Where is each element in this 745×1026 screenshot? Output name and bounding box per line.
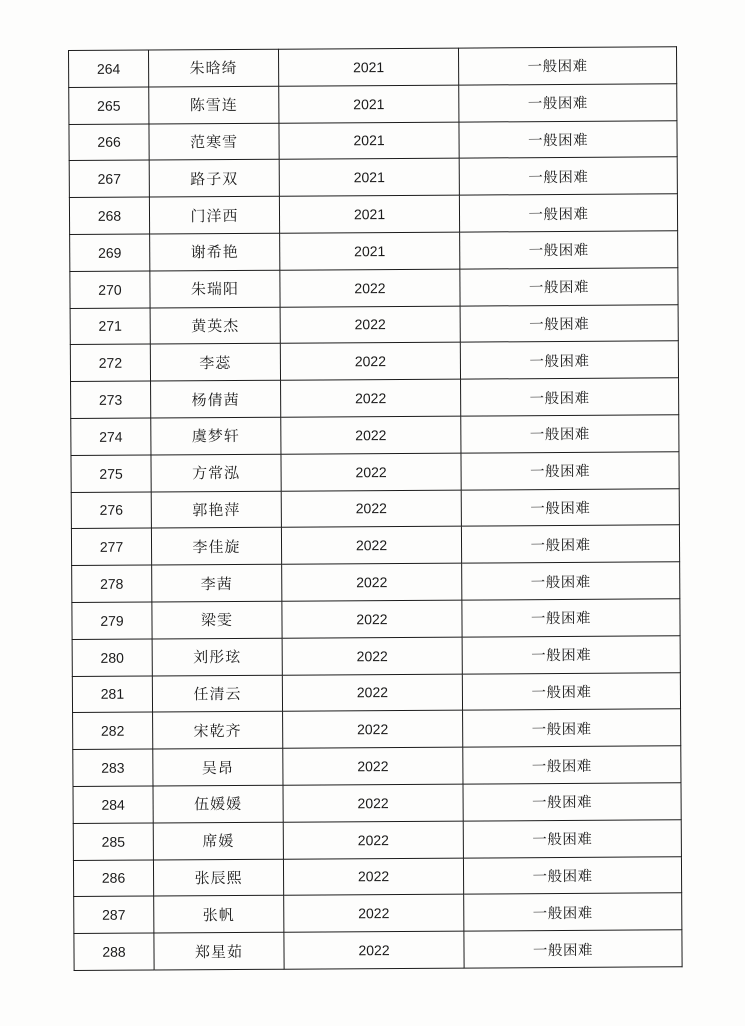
student-name: 郭艳萍 [151, 491, 281, 529]
table-row [69, 84, 677, 125]
table-row [69, 194, 677, 235]
table-row [73, 820, 681, 861]
student-name: 李蕊 [150, 344, 280, 382]
difficulty-level: 一般困难 [462, 672, 680, 710]
row-number: 265 [69, 87, 149, 124]
student-name: 宋乾齐 [153, 712, 283, 750]
difficulty-level: 一般困难 [463, 856, 681, 894]
student-name: 张帆 [154, 896, 284, 934]
difficulty-level: 一般困难 [462, 599, 680, 637]
enrollment-year: 2022 [282, 563, 462, 601]
enrollment-year: 2022 [282, 637, 462, 675]
difficulty-level: 一般困难 [462, 562, 680, 600]
difficulty-level: 一般困难 [460, 268, 678, 306]
student-name: 路子双 [149, 160, 279, 198]
table-row [71, 525, 679, 566]
student-name: 黄英杰 [150, 307, 280, 345]
row-number: 279 [72, 602, 152, 639]
table-row [70, 304, 678, 345]
row-number: 280 [72, 639, 152, 676]
row-number: 288 [74, 933, 154, 970]
table-row [73, 856, 681, 897]
difficulty-level: 一般困难 [463, 783, 681, 821]
enrollment-year: 2022 [283, 784, 463, 822]
table-row [72, 636, 680, 677]
student-name: 虞梦轩 [151, 417, 281, 455]
enrollment-year: 2022 [282, 600, 462, 638]
row-number: 267 [69, 160, 149, 197]
difficulty-level: 一般困难 [458, 47, 676, 85]
enrollment-year: 2021 [279, 122, 459, 160]
enrollment-year: 2022 [284, 931, 464, 969]
enrollment-year: 2022 [283, 858, 463, 896]
student-name: 伍媛媛 [153, 785, 283, 823]
enrollment-year: 2022 [280, 342, 460, 380]
row-number: 284 [73, 786, 153, 823]
row-number: 286 [73, 860, 153, 897]
enrollment-year: 2022 [283, 710, 463, 748]
row-number: 282 [73, 712, 153, 749]
table-row [71, 488, 679, 529]
table-row [73, 783, 681, 824]
difficulty-level: 一般困难 [459, 84, 677, 122]
difficulty-level: 一般困难 [461, 488, 679, 526]
student-name: 刘彤玹 [152, 638, 282, 676]
row-number: 274 [71, 418, 151, 455]
difficulty-level: 一般困难 [464, 930, 682, 968]
table-row [74, 893, 682, 934]
row-number: 271 [70, 308, 150, 345]
table-row [70, 231, 678, 272]
row-number: 272 [70, 344, 150, 381]
row-number: 268 [69, 197, 149, 234]
student-name: 任清云 [152, 675, 282, 713]
student-name: 杨倩茜 [151, 380, 281, 418]
table-row [74, 930, 682, 971]
difficulty-level: 一般困难 [459, 120, 677, 158]
row-number: 270 [70, 271, 150, 308]
student-name: 门洋西 [149, 196, 279, 234]
enrollment-year: 2021 [280, 232, 460, 270]
difficulty-level: 一般困难 [459, 157, 677, 195]
enrollment-year: 2022 [284, 894, 464, 932]
difficulty-level: 一般困难 [462, 636, 680, 674]
enrollment-year: 2021 [279, 195, 459, 233]
enrollment-year: 2022 [280, 269, 460, 307]
student-name: 谢希艳 [150, 233, 280, 271]
student-name: 张辰熙 [153, 859, 283, 897]
difficulty-level: 一般困难 [460, 304, 678, 342]
table-row [71, 452, 679, 493]
enrollment-year: 2022 [281, 379, 461, 417]
row-number: 266 [69, 124, 149, 161]
enrollment-year: 2022 [281, 526, 461, 564]
difficulty-level: 一般困难 [459, 194, 677, 232]
table-row [72, 599, 680, 640]
row-number: 283 [73, 749, 153, 786]
student-name: 方常泓 [151, 454, 281, 492]
difficulty-level: 一般困难 [460, 341, 678, 379]
student-name: 吴昂 [153, 748, 283, 786]
table-row [70, 341, 678, 382]
student-name: 范寒雪 [149, 123, 279, 161]
table-row [73, 709, 681, 750]
enrollment-year: 2022 [280, 306, 460, 344]
difficulty-level: 一般困难 [461, 525, 679, 563]
student-name: 李佳旋 [151, 528, 281, 566]
row-number: 264 [69, 50, 149, 87]
student-name: 陈雪连 [149, 86, 279, 124]
enrollment-year: 2022 [283, 747, 463, 785]
row-number: 287 [74, 896, 154, 933]
student-name: 李茜 [152, 564, 282, 602]
enrollment-year: 2022 [281, 490, 461, 528]
row-number: 285 [73, 823, 153, 860]
row-number: 281 [72, 676, 152, 713]
student-name: 梁雯 [152, 601, 282, 639]
difficulty-level: 一般困难 [461, 378, 679, 416]
student-name: 朱晗绮 [149, 49, 279, 87]
table-row [72, 672, 680, 713]
difficulty-level: 一般困难 [460, 231, 678, 269]
enrollment-year: 2021 [279, 159, 459, 197]
difficulty-level: 一般困难 [461, 415, 679, 453]
table-row [69, 120, 677, 161]
row-number: 277 [71, 528, 151, 565]
table-body [69, 47, 683, 971]
difficulty-level: 一般困难 [463, 709, 681, 747]
table-row [73, 746, 681, 787]
row-number: 269 [70, 234, 150, 271]
row-number: 276 [71, 492, 151, 529]
student-table [68, 46, 683, 971]
row-number: 275 [71, 455, 151, 492]
student-name: 朱瑞阳 [150, 270, 280, 308]
row-number: 278 [72, 565, 152, 602]
table-row [70, 268, 678, 309]
difficulty-level: 一般困难 [461, 452, 679, 490]
student-name: 郑星茹 [154, 932, 284, 970]
table-row [69, 47, 677, 88]
difficulty-level: 一般困难 [463, 746, 681, 784]
table-row [69, 157, 677, 198]
table-row [72, 562, 680, 603]
enrollment-year: 2021 [279, 85, 459, 123]
table-row [71, 378, 679, 419]
enrollment-year: 2022 [281, 453, 461, 491]
row-number: 273 [71, 381, 151, 418]
difficulty-level: 一般困难 [463, 820, 681, 858]
enrollment-year: 2021 [278, 48, 458, 86]
student-name: 席媛 [153, 822, 283, 860]
student-table-wrapper [68, 46, 682, 971]
enrollment-year: 2022 [281, 416, 461, 454]
difficulty-level: 一般困难 [464, 893, 682, 931]
enrollment-year: 2022 [283, 821, 463, 859]
table-row [71, 415, 679, 456]
enrollment-year: 2022 [282, 674, 462, 712]
